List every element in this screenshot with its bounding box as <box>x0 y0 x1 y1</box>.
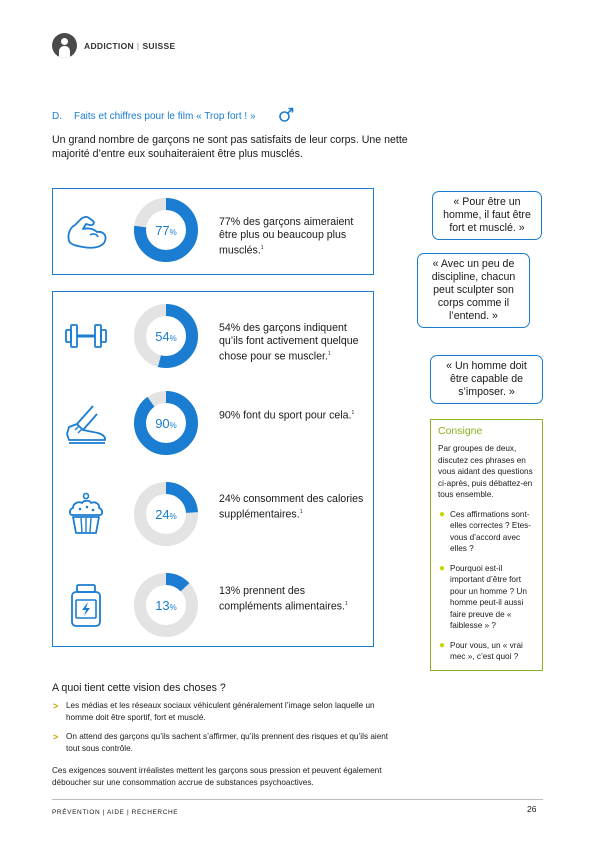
footer-tagline: PRÉVENTION | AIDE | RECHERCHE <box>52 809 179 816</box>
discussion-heading: A quoi tient cette vision des choses ? <box>52 682 226 694</box>
stat-row <box>53 390 375 470</box>
section-heading: Faits et chiffres pour le film « Trop fort ! » <box>74 111 256 122</box>
quote-bubble: « Un homme doit être capable de s’imposer. » <box>430 355 543 404</box>
consigne-list <box>438 509 535 663</box>
arrow-bullet-icon: > <box>53 701 59 711</box>
supplement-jar-icon <box>63 582 109 628</box>
male-symbol-icon <box>278 107 294 123</box>
bullet-dot-icon: ● <box>439 562 446 574</box>
arrow-bullet-icon: > <box>53 732 59 742</box>
running-shoe-icon <box>63 400 109 446</box>
footnote-marker: 1 <box>260 245 264 251</box>
stat-row <box>53 481 375 561</box>
consigne-box <box>430 419 543 671</box>
footnote-marker: 1 <box>327 351 331 357</box>
stat-box-actions <box>52 291 374 647</box>
list-item: ● Pour vous, un « vrai mec », c’est quoi ? <box>439 639 523 661</box>
consigne-title: Consigne <box>438 425 483 437</box>
addiction-suisse-logo <box>52 33 175 58</box>
consigne-intro: Par groupes de deux, discutez ces phrases en vous aidant des questions ci-après, puis débattez-en tous ensemble. <box>438 444 533 499</box>
bullet-dot-icon: ● <box>439 508 446 520</box>
page-number: 26 <box>527 804 537 814</box>
bullet-dot-icon: ● <box>439 639 446 651</box>
stat-box-main <box>52 188 374 275</box>
section-title <box>52 111 256 122</box>
brand-name: ADDICTION | SUISSE <box>84 40 176 51</box>
stat-row <box>53 303 375 383</box>
donut-percent-label: 90 % <box>155 415 177 431</box>
stat-description: 90% font du sport pour cela.$^1$ <box>219 409 355 422</box>
stat-description: 24% consomment des calories supplémentaires.$^1$ <box>219 493 364 521</box>
footnote-marker: 1 <box>351 410 355 416</box>
flexed-arm-icon <box>63 207 109 253</box>
discussion-list <box>52 700 392 762</box>
donut-percent-label: 77 % <box>155 222 177 238</box>
list-item: > On attend des garçons qu’ils sachent s’affirmer, qu’ils prennent des risques et qu’ils aient tout sous contrôle. <box>53 732 389 753</box>
intro-paragraph: Un grand nombre de garçons ne sont pas satisfaits de leur corps. Une nette majorité d’entre eux souhaiteraient être plus musclés. <box>52 134 408 160</box>
stat-row <box>53 197 375 277</box>
quote-bubble: « Avec un peu de discipline, chacun peut sculpter son corps comme il l’entend. » <box>417 253 530 328</box>
list-item: > Les médias et les réseaux sociaux véhiculent généralement l’image selon laquelle un homme doit être sportif, fort et musclé. <box>53 701 375 722</box>
footnote-marker: 1 <box>299 509 303 515</box>
person-logo-icon <box>52 33 77 58</box>
donut-percent-label: 54 % <box>155 328 177 344</box>
footer-divider <box>52 799 543 800</box>
dumbbell-icon <box>63 313 109 359</box>
donut-percent-label: 13 % <box>155 597 177 613</box>
footnote-marker: 1 <box>345 601 348 607</box>
quote-bubble: « Pour être un homme, il faut être fort et musclé. » <box>432 191 542 240</box>
cupcake-icon <box>63 491 109 537</box>
stat-row <box>53 572 375 652</box>
stat-description: 54% des garçons indiquent qu’ils font activement quelque chose pour se muscler.$^1$ <box>219 322 359 363</box>
list-item: ● Ces affirmations sont-elles correctes ? Etes-vous d’accord avec elles ? <box>439 508 531 553</box>
list-item: ● Pourquoi est-il important d’être fort pour un homme ? Un homme peut-il aussi faire preuve de « faiblesse » ? <box>439 562 527 630</box>
donut-percent-label: 24 % <box>155 506 177 522</box>
stat-description: 77% des garçons aimeraient être plus ou beaucoup plus musclés.$^1$ <box>219 216 354 257</box>
section-letter: D. <box>52 111 62 122</box>
stat-description: 13% prennent des compléments alimentaires.$^1$ <box>219 585 348 613</box>
conclusion-paragraph: Ces exigences souvent irréalistes mettent les garçons sous pression et peuvent également déboucher sur une consommation accrue de substances psychoactives. <box>52 766 382 787</box>
